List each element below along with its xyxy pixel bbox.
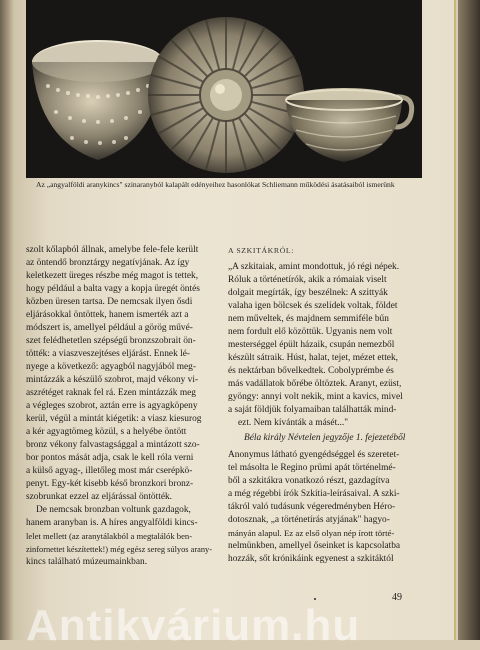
quote-line: ezt. Nem kívánták a másét..." xyxy=(238,418,349,428)
text-line: mintázzák a készülő szobrot, majd vékony vi- xyxy=(26,375,199,385)
text-line: az öntendő bronztárgy negatívjának. Az így xyxy=(26,258,190,268)
photo-caption: Az „angyalföldi aranykincs" szinaranyból kalapált edényeihez hasonlókat Schliemann működési ásatásaiból ismerünk xyxy=(36,180,395,189)
text-line: penyt. Egy-két kisebb késő bronzkori bronz- xyxy=(26,479,194,489)
quote-line: nem műveltek, és majdnem semmiféle bűn xyxy=(228,314,389,324)
quote-line: és nektárban bővelkedtek. Cobolyprémbe és xyxy=(228,366,394,376)
quote-line: dolgait megírták, így beszélnek: A szittyák xyxy=(228,288,388,298)
text-line: tel másolta le Regino prümi apát történelmé- xyxy=(228,463,396,473)
book-spine-shadow xyxy=(0,0,14,640)
text-line: szolt kőlapból állnak, amelybe fele-fele került xyxy=(26,245,199,255)
text-line: a végleges szobrot, aztán erre is agyagköpeny xyxy=(26,401,198,411)
text-line: közben üresen tartsa. De nemcsak ilyen ősdi xyxy=(26,297,193,307)
text-line: ből a szkitákra vonatkozó részt, gazdagítva xyxy=(228,476,390,486)
text-line: mányán alapul. Ez az első olyan nép írott törté- xyxy=(228,528,395,538)
text-line: dotosznak, „a történetírás atyjának" hagyo- xyxy=(228,515,390,525)
text-line: tötték: a viaszveszejtéses eljárást. Ennek lé- xyxy=(26,349,190,359)
artifact-photo xyxy=(26,0,422,178)
quote-line: más vadállatok bőrébe öltöztek. Aranyt, ezüst, xyxy=(228,379,402,389)
text-line: De nemcsak bronzban voltunk gazdagok, xyxy=(36,505,191,515)
left-text-column xyxy=(26,244,216,569)
text-line: bor pontos mását adja, csak le kell róla verni xyxy=(26,453,194,463)
right-text-column xyxy=(228,244,420,566)
right-handled-bowl xyxy=(286,88,412,162)
quote-line: készült sátraik. Húst, halat, tejet, mézet ettek, xyxy=(228,353,398,363)
quote-line: nem fordult elő közöttük. Ugyanis nem volt xyxy=(228,327,393,337)
page-mark xyxy=(314,598,316,600)
text-line: a kér agyagtömeg közül, s a helyébe öntött xyxy=(26,427,187,437)
text-line: szobrunkat ezzel az eljárással öntötték. xyxy=(26,492,173,502)
center-fluted-bowl xyxy=(148,17,304,173)
text-line: Anonymus látható gyengédséggel és szeretet- xyxy=(228,450,400,460)
text-line: keletkezett üreges részbe még magot is tettek, xyxy=(26,271,199,281)
quote-line: mesterséggel épült házaik, csupán nemezből xyxy=(228,340,395,350)
watermark-text: Antikvárium.hu xyxy=(26,601,361,650)
text-line: módszert is, amellyel például a görög művé- xyxy=(26,323,193,333)
text-line: hogy például a balta vagy a kopja üregét öntés xyxy=(26,284,200,294)
book-page xyxy=(14,0,454,640)
text-line: aszrétéget raknak fel rá. Ezen mintázzák meg xyxy=(26,388,196,398)
book-cover-edge xyxy=(458,0,480,640)
left-gold-bowl xyxy=(32,40,164,160)
text-line: a külső agyag-, illetőleg most már cserépkö- xyxy=(26,466,193,476)
section-heading: A SZKITÁKRÓL: xyxy=(228,246,295,255)
quote-line: a saját földjük folyamaiban találhatták mind- xyxy=(228,405,397,415)
page-number: 49 xyxy=(392,592,402,603)
quote-line: Róluk a történetírók, akik a rómaiak viselt xyxy=(228,275,387,285)
text-line: nyege a következő: agyagból nagyjából meg- xyxy=(26,362,196,372)
text-line: a még régebbi írók Szkítia-leírásaival. A szki- xyxy=(228,489,400,499)
quote-line: „A szkitaiak, amint mondottuk, jó régi népek. xyxy=(228,262,400,272)
quote-line: valaha igen bölcsek és szelídek voltak, földet xyxy=(228,301,398,311)
gold-vessels-illustration xyxy=(26,0,422,178)
text-line: hozzák, sőt krónikáink egyenest a szkitáktól xyxy=(228,554,394,564)
text-line: tákról való tudásunk végeredményben Héro- xyxy=(228,502,396,512)
text-line: kincs található múzeumainkban. xyxy=(26,557,148,567)
quote-attribution: Béla király Névtelen jegyzője 1. fejezetéből xyxy=(244,433,406,443)
text-line: szet felédhetetlen szépségű bronzszobrait ön- xyxy=(26,336,196,346)
text-line: kerül, végül a mintát kiégetik: a viasz kiesurog xyxy=(26,414,202,424)
text-line: eljárásokkal öntöttek, hanem ismerték azt a xyxy=(26,310,189,320)
text-line: zinfornettet készítettek!) még egész sereg súlyos arany- xyxy=(26,545,213,554)
text-line: nelmünkben, amellyel őseinket is kapcsolatba xyxy=(228,541,401,551)
text-line: lelet mellett (az aranytálakból a megtalálók ben- xyxy=(26,531,193,541)
text-line: hanem aranyban is. A híres angyalföldi kincs- xyxy=(26,518,198,528)
quote-line: gyöngy: annyi volt nekik, mint a kavics, mivel xyxy=(228,392,403,402)
text-line: bronz vékony falvastagsággal a mintázott szo- xyxy=(26,440,200,450)
